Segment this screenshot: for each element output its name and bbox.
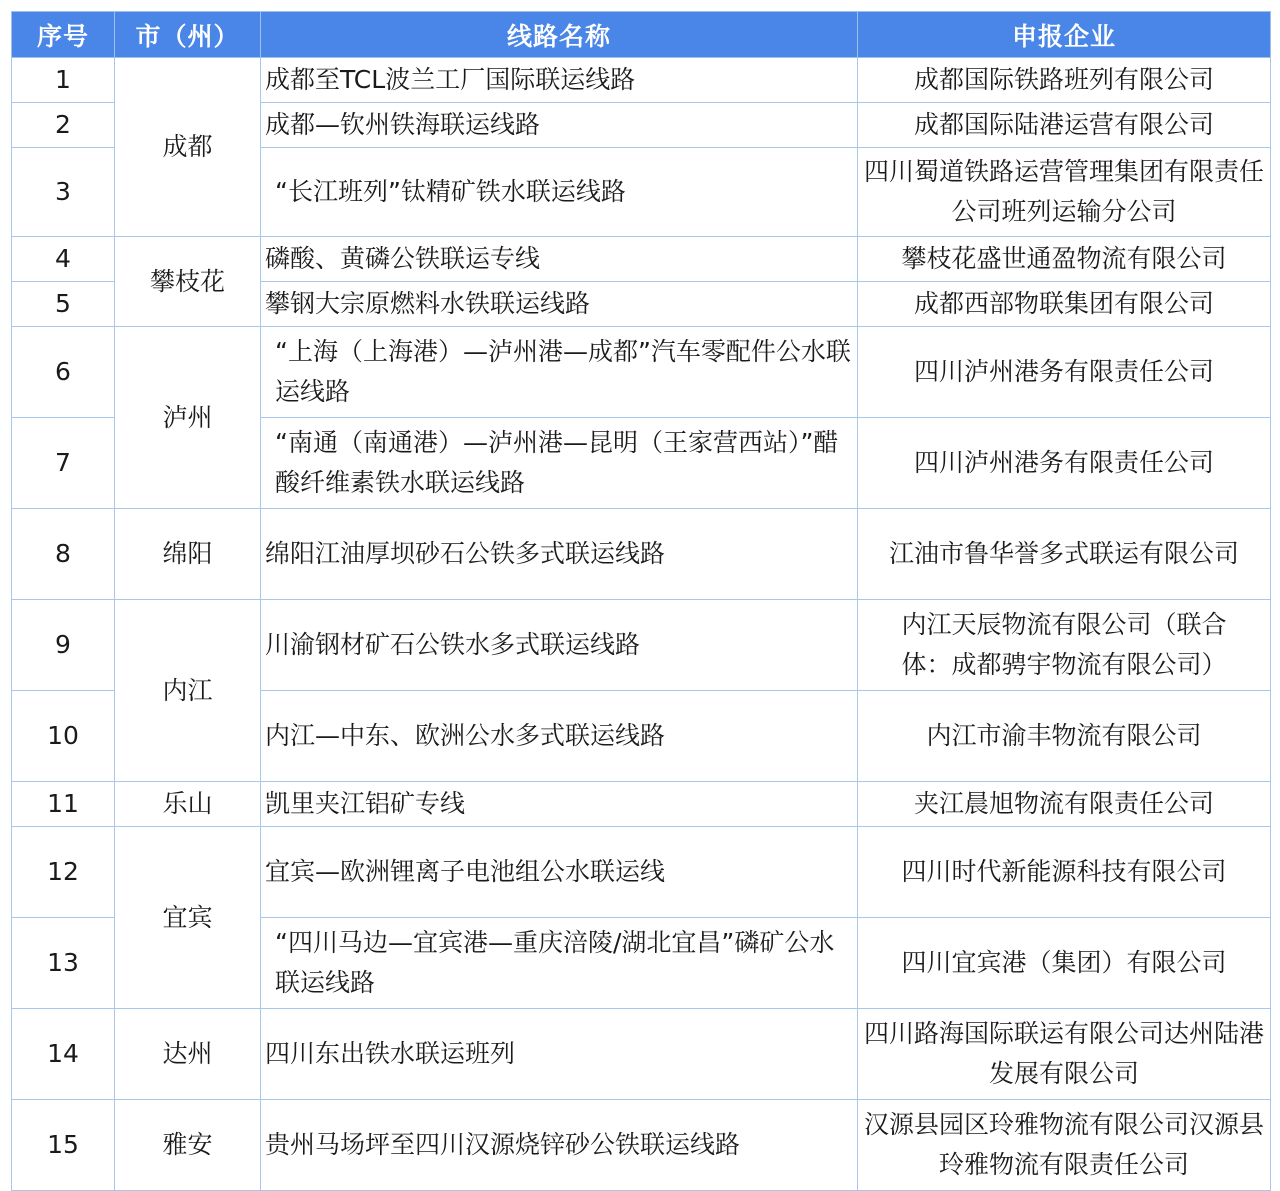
enterprise-name: 成都西部物联集团有限公司 — [858, 282, 1271, 327]
route-name: 内江—中东、欧洲公水多式联运线路 — [261, 691, 858, 782]
row-no: 8 — [12, 509, 115, 600]
route-name: 宜宾—欧洲锂离子电池组公水联运线 — [261, 827, 858, 918]
route-name: “南通（南通港）—泸州港—昆明（王家营西站）”醋酸纤维素铁水联运线路 — [261, 418, 858, 509]
city-cell: 宜宾 — [115, 827, 261, 1009]
row-no: 4 — [12, 237, 115, 282]
city-cell: 泸州 — [115, 327, 261, 509]
row-no: 11 — [12, 782, 115, 827]
route-name: 绵阳江油厚坝砂石公铁多式联运线路 — [261, 509, 858, 600]
row-no: 13 — [12, 918, 115, 1009]
row-no: 15 — [12, 1100, 115, 1191]
header-route: 线路名称 — [261, 12, 858, 58]
city-cell: 雅安 — [115, 1100, 261, 1191]
enterprise-name: 四川路海国际联运有限公司达州陆港发展有限公司 — [858, 1009, 1271, 1100]
row-no: 1 — [12, 58, 115, 103]
row-no: 6 — [12, 327, 115, 418]
enterprise-name: 成都国际陆港运营有限公司 — [858, 103, 1271, 148]
city-cell: 攀枝花 — [115, 237, 261, 327]
row-no: 9 — [12, 600, 115, 691]
route-name: “四川马边—宜宾港—重庆涪陵/湖北宜昌”磷矿公水联运线路 — [261, 918, 858, 1009]
route-name: 成都至TCL波兰工厂国际联运线路 — [261, 58, 858, 103]
enterprise-name: 四川时代新能源科技有限公司 — [858, 827, 1271, 918]
enterprise-name: 内江天辰物流有限公司（联合体：成都骋宇物流有限公司） — [858, 600, 1271, 691]
table-row — [12, 600, 1271, 691]
table-row — [12, 1009, 1271, 1100]
route-name: 凯里夹江铝矿专线 — [261, 782, 858, 827]
city-cell: 达州 — [115, 1009, 261, 1100]
route-table — [11, 11, 1271, 1191]
route-name: 攀钢大宗原燃料水铁联运线路 — [261, 282, 858, 327]
route-table-container — [11, 11, 1270, 1191]
route-name: “上海（上海港）—泸州港—成都”汽车零配件公水联运线路 — [261, 327, 858, 418]
route-name: 贵州马场坪至四川汉源烧锌砂公铁联运线路 — [261, 1100, 858, 1191]
enterprise-name: 攀枝花盛世通盈物流有限公司 — [858, 237, 1271, 282]
table-row — [12, 58, 1271, 103]
enterprise-name: 夹江晨旭物流有限责任公司 — [858, 782, 1271, 827]
row-no: 3 — [12, 148, 115, 237]
header-city: 市（州） — [115, 12, 261, 58]
row-no: 12 — [12, 827, 115, 918]
enterprise-name: 四川泸州港务有限责任公司 — [858, 418, 1271, 509]
table-header-row — [12, 12, 1271, 58]
table-row — [12, 237, 1271, 282]
route-name: 磷酸、黄磷公铁联运专线 — [261, 237, 858, 282]
route-name: 川渝钢材矿石公铁水多式联运线路 — [261, 600, 858, 691]
route-name: 成都—钦州铁海联运线路 — [261, 103, 858, 148]
city-cell: 乐山 — [115, 782, 261, 827]
city-cell: 成都 — [115, 58, 261, 237]
enterprise-name: 四川宜宾港（集团）有限公司 — [858, 918, 1271, 1009]
enterprise-name: 汉源县园区玲雅物流有限公司汉源县玲雅物流有限责任公司 — [858, 1100, 1271, 1191]
table-row — [12, 782, 1271, 827]
header-enterprise: 申报企业 — [858, 12, 1271, 58]
enterprise-name: 四川泸州港务有限责任公司 — [858, 327, 1271, 418]
row-no: 5 — [12, 282, 115, 327]
enterprise-name: 四川蜀道铁路运营管理集团有限责任公司班列运输分公司 — [858, 148, 1271, 237]
route-name: “长江班列”钛精矿铁水联运线路 — [261, 148, 858, 237]
row-no: 7 — [12, 418, 115, 509]
row-no: 10 — [12, 691, 115, 782]
table-row — [12, 327, 1271, 418]
enterprise-name: 内江市渝丰物流有限公司 — [858, 691, 1271, 782]
table-row — [12, 509, 1271, 600]
enterprise-name: 成都国际铁路班列有限公司 — [858, 58, 1271, 103]
city-cell: 绵阳 — [115, 509, 261, 600]
city-cell: 内江 — [115, 600, 261, 782]
header-no: 序号 — [12, 12, 115, 58]
row-no: 14 — [12, 1009, 115, 1100]
table-row — [12, 827, 1271, 918]
table-row — [12, 1100, 1271, 1191]
enterprise-name: 江油市鲁华誉多式联运有限公司 — [858, 509, 1271, 600]
route-name: 四川东出铁水联运班列 — [261, 1009, 858, 1100]
row-no: 2 — [12, 103, 115, 148]
